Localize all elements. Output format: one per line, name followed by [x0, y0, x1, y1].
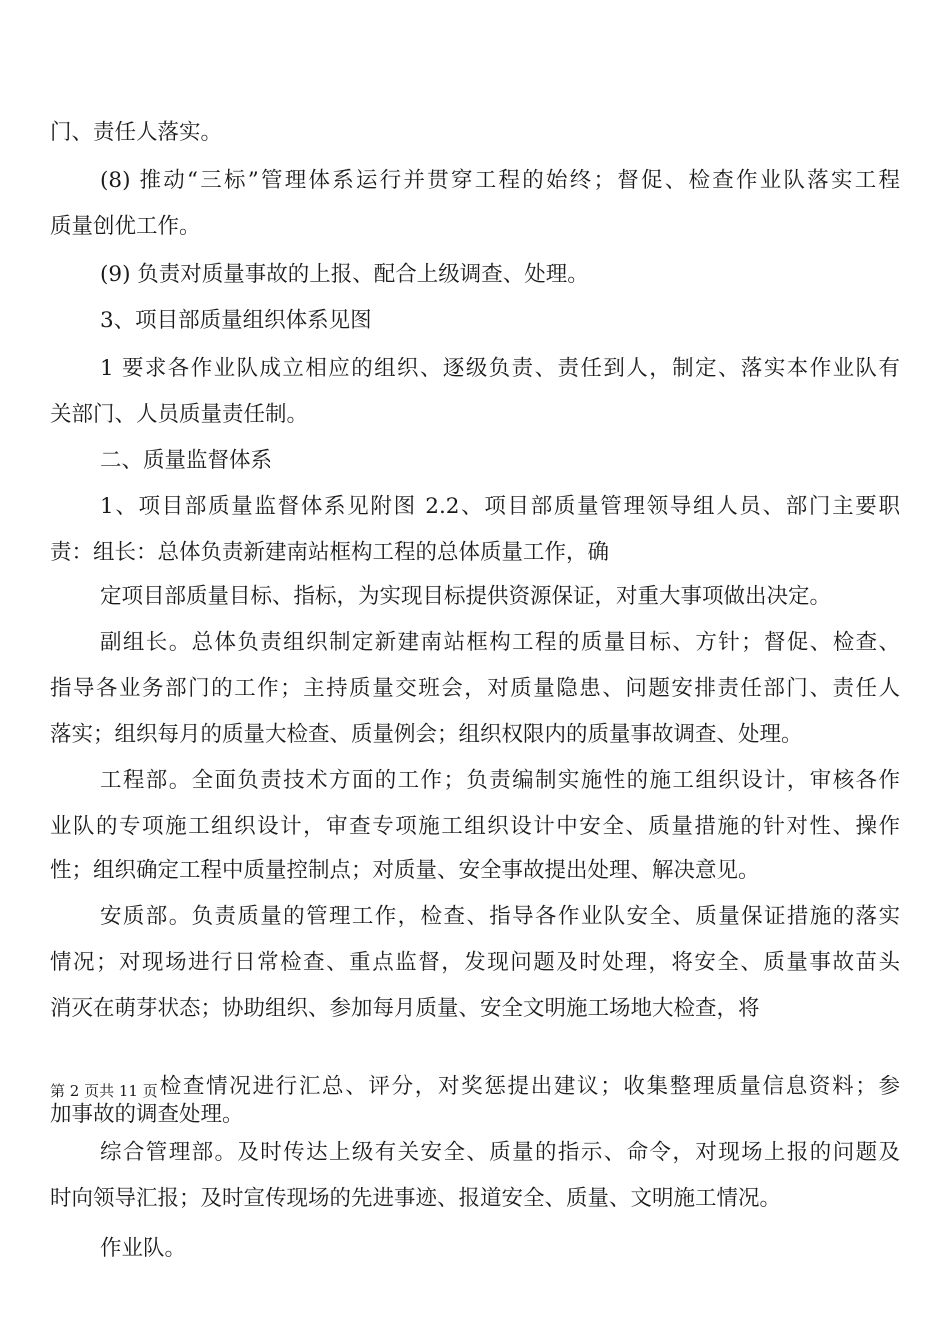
paragraph-line: 综合管理部。及时传达上级有关安全、质量的指示、命令，对现场上报的问题及 [100, 1140, 900, 1165]
paragraph-line: 门、责任人落实。 [50, 120, 223, 145]
section-heading: 二、质量监督体系 [100, 448, 273, 473]
paragraph-line: 作业队。 [100, 1236, 187, 1261]
paragraph-line: 安质部。负责质量的管理工作，检查、指导各作业队安全、质量保证措施的落实 [100, 904, 900, 929]
paragraph-line: 关部门、人员质量责任制。 [50, 402, 309, 427]
paragraph-line: (8) 推动“三标”管理体系运行并贯穿工程的始终；督促、检查作业队落实工程 [100, 168, 900, 193]
paragraph-line: 定项目部质量目标、指标，为实现目标提供资源保证，对重大事项做出决定。 [100, 584, 832, 609]
page-footer: 第 2 页共 11 页 [50, 1082, 158, 1100]
paragraph-line: 质量创优工作。 [50, 214, 201, 239]
paragraph-line: 副组长。总体负责组织制定新建南站框构工程的质量目标、方针；督促、检查、 [100, 630, 900, 655]
paragraph-line: 责：组长：总体负责新建南站框构工程的总体质量工作，确 [50, 540, 610, 565]
paragraph-line: 情况；对现场进行日常检查、重点监督，发现问题及时处理，将安全、质量事故苗头 [50, 950, 900, 975]
paragraph-line: 消灭在萌芽状态；协助组织、参加每月质量、安全文明施工场地大检查，将 [50, 996, 760, 1021]
paragraph-line-text: 检查情况进行汇总、评分，对奖惩提出建议；收集整理质量信息资料；参 [159, 1074, 900, 1099]
paragraph-line: (9) 负责对质量事故的上报、配合上级调查、处理。 [100, 262, 589, 287]
paragraph-line: 工程部。全面负责技术方面的工作；负责编制实施性的施工组织设计，审核各作 [100, 768, 900, 793]
paragraph-line: 性；组织确定工程中质量控制点；对质量、安全事故提出处理、解决意见。 [50, 858, 760, 883]
paragraph-line: 加事故的调查处理。 [50, 1102, 244, 1127]
paragraph-line: 1 要求各作业队成立相应的组织、逐级负责、责任到人，制定、落实本作业队有 [100, 356, 900, 381]
paragraph-line: 业队的专项施工组织设计，审查专项施工组织设计中安全、质量措施的针对性、操作 [50, 814, 900, 839]
paragraph-line: 指导各业务部门的工作；主持质量交班会，对质量隐患、问题安排责任部门、责任人 [50, 676, 900, 701]
paragraph-line: 1、项目部质量监督体系见附图 2.2、项目部质量管理领导组人员、部门主要职 [100, 494, 900, 519]
paragraph-line: 时向领导汇报；及时宣传现场的先进事迹、报道安全、质量、文明施工情况。 [50, 1186, 782, 1211]
paragraph-line: 落实；组织每月的质量大检查、质量例会；组织权限内的质量事故调查、处理。 [50, 722, 803, 747]
section-heading: 3、项目部质量组织体系见图 [100, 308, 372, 333]
